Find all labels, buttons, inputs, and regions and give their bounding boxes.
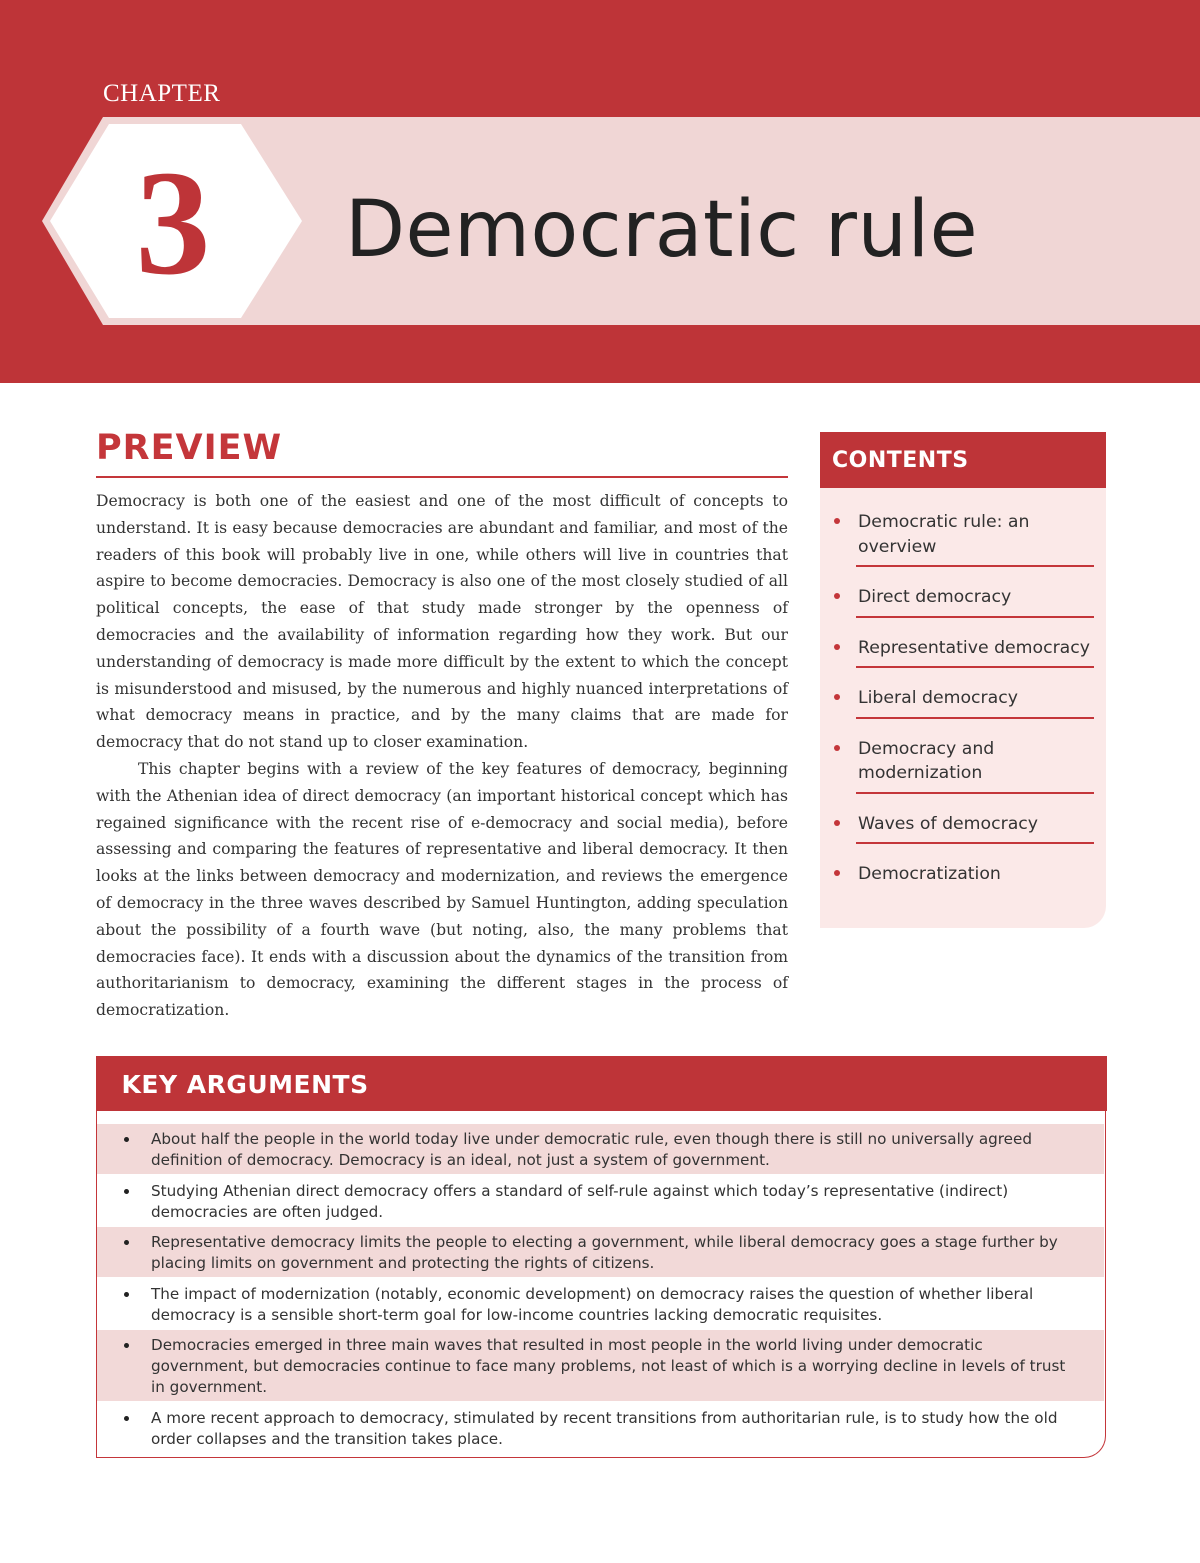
bullet-icon — [124, 1416, 129, 1421]
key-argument-item — [97, 1124, 1104, 1174]
key-argument-item — [97, 1176, 1104, 1226]
bullet-icon — [124, 1189, 129, 1194]
contents-item-label: Direct democracy — [858, 587, 1012, 607]
preview-paragraph: Democracy is both one of the easiest and one of the most difficult of concepts to understand. It is easy because democracies are abundant and familiar, and most of the readers of this book will probably live in one, while others will live in countries that aspire to become democracies. Democracy is also one of the most closely studied of all political concepts, the ease of that study made stronger by the openness of democracies and the availability of information regarding how they work. But our understanding of democracy is made more difficult by the extent to which the concept is misunderstood and misused, by the numerous and highly nuanced interpretations of what democracy means in practice, and by the many claims that are made for democracy that do not stand up to closer examination. — [96, 492, 788, 752]
preview-body — [96, 488, 788, 1024]
contents-heading: CONTENTS — [820, 432, 1106, 488]
bullet-icon — [834, 644, 840, 650]
chapter-number: 3 — [135, 140, 211, 306]
contents-item[interactable] — [856, 812, 1094, 845]
contents-item[interactable] — [856, 636, 1094, 669]
contents-item-label: Waves of democracy — [858, 813, 1039, 834]
bullet-icon — [124, 1343, 129, 1348]
contents-item-label: Democracy and modernization — [858, 738, 995, 783]
contents-item[interactable] — [856, 585, 1094, 618]
key-argument-item — [97, 1330, 1104, 1401]
preview-divider — [96, 476, 788, 478]
key-argument-item — [97, 1227, 1104, 1277]
key-argument-text: Studying Athenian direct democracy offers a standard of self-rule against which today’s representative (indirect) democracies are often judged. — [151, 1181, 1009, 1221]
contents-item[interactable] — [856, 862, 1094, 893]
key-argument-item — [97, 1279, 1104, 1329]
key-argument-text: Representative democracy limits the people to electing a government, while liberal democracy goes a stage further by placing limits on government and protecting the rights of citizens. — [151, 1233, 1058, 1272]
chapter-title: Democratic rule — [345, 185, 979, 275]
key-argument-text: The impact of modernization (notably, economic development) on democracy raises the question of whether liberal democracy is a sensible short-term goal for low-income countries lacking democratic requisites. — [151, 1284, 1034, 1324]
key-arguments-box — [96, 1056, 1106, 1458]
key-arguments-heading: KEY ARGUMENTS — [96, 1056, 1107, 1111]
bullet-icon — [124, 1137, 129, 1142]
contents-box — [820, 432, 1106, 928]
contents-item[interactable] — [856, 686, 1094, 719]
preview-paragraph: This chapter begins with a review of the key features of democracy, beginning with the Athenian idea of direct democracy (an important historical concept which has regained significance with the recent rise of e-democracy and social media), before assessing and comparing the features of representative and liberal democracy. It then looks at the links between democracy and modernization, and reviews the emergence of democracy in the three waves described by Samuel Huntington, adding speculation about the possibility of a fourth wave (but noting, also, the many problems that democracies face). It ends with a discussion about the dynamics of the transition from authoritarianism to democracy, examining the different stages in the process of democratization. — [96, 759, 788, 1020]
key-arguments-list — [97, 1124, 1104, 1454]
bullet-icon — [834, 745, 840, 751]
key-argument-text: About half the people in the world today live under democratic rule, even though there is still no universally agreed definition of democracy. Democracy is an ideal, not just a system of government. — [151, 1130, 1033, 1169]
contents-item[interactable] — [856, 737, 1094, 794]
contents-item-label: Democratization — [858, 864, 1001, 884]
bullet-icon — [834, 870, 840, 876]
bullet-icon — [834, 518, 840, 524]
bullet-icon — [834, 694, 840, 700]
bullet-icon — [124, 1292, 129, 1297]
contents-item-label: Liberal democracy — [858, 688, 1018, 708]
bullet-icon — [834, 820, 840, 826]
contents-list — [856, 510, 1094, 911]
key-argument-text: Democracies emerged in three main waves that resulted in most people in the world living under democratic government, but democracies continue to face many problems, not least of which is a worrying decline in levels of trust in government. — [151, 1336, 1066, 1396]
contents-item-label: Representative democracy — [858, 637, 1091, 658]
bullet-icon — [834, 593, 840, 599]
chapter-label: CHAPTER — [103, 80, 221, 107]
contents-item-label: Democratic rule: an overview — [858, 512, 1030, 557]
key-argument-text: A more recent approach to democracy, stimulated by recent transitions from authoritarian rule, is to study how the old order collapses and the transition takes place. — [151, 1408, 1058, 1448]
preview-heading: PREVIEW — [96, 428, 283, 468]
key-argument-item — [97, 1403, 1104, 1453]
bullet-icon — [124, 1240, 129, 1245]
contents-item[interactable] — [856, 510, 1094, 567]
